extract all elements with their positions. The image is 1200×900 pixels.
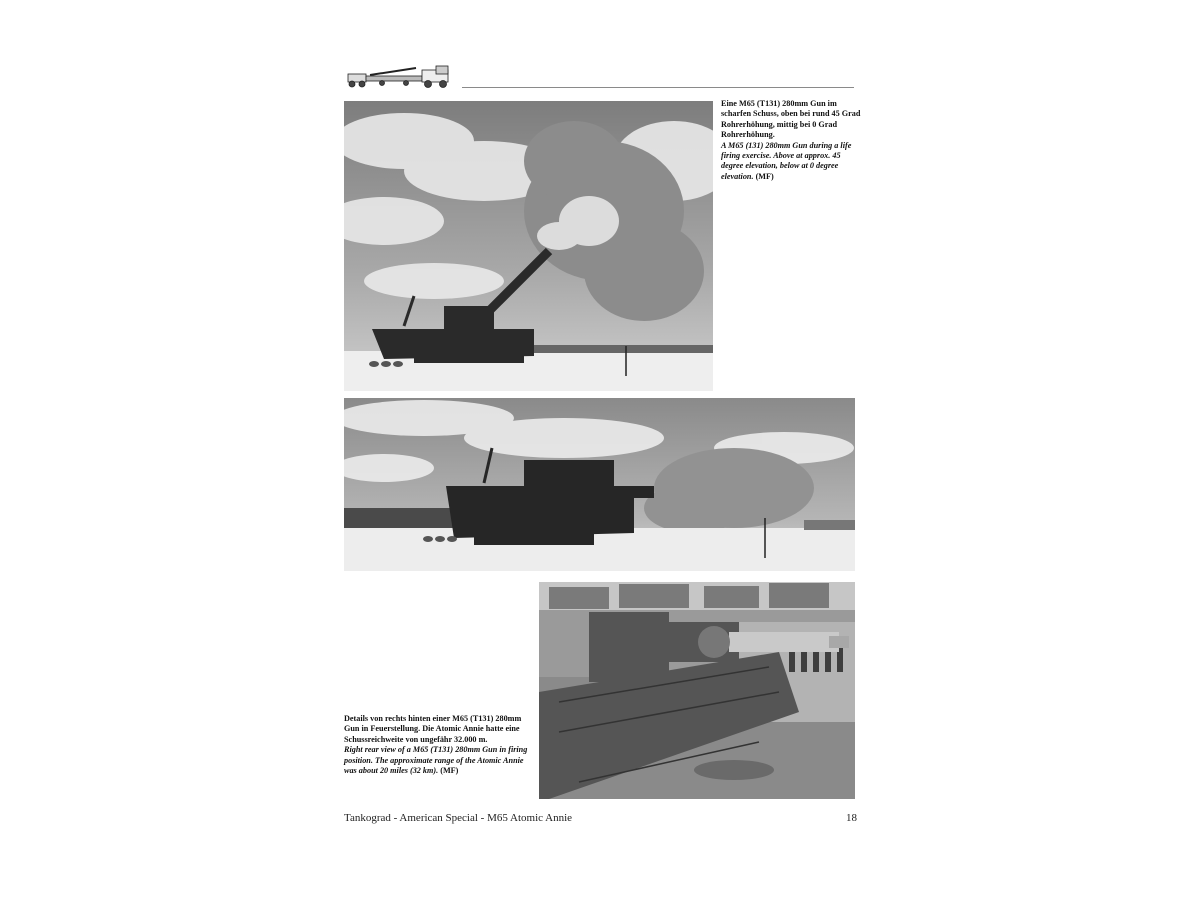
running-footer-title: Tankograd - American Special - M65 Atomic Annie bbox=[344, 812, 573, 824]
page-number: 18 bbox=[846, 812, 857, 824]
caption-english-text: Right rear view of a M65 (T131) 280mm Gun in firing position. The approximate range of the Atomic Annie was about 20 miles (32 km). bbox=[344, 745, 528, 776]
gun-firing-0-degree-photo bbox=[344, 398, 855, 571]
bottom-photo-caption bbox=[344, 714, 532, 776]
gun-rear-view-photo bbox=[539, 582, 855, 799]
tank-tractor-convoy-icon bbox=[346, 62, 454, 90]
photo-credit: (MF) bbox=[755, 171, 774, 181]
gun-firing-45-degree-photo bbox=[344, 101, 713, 391]
top-photo-caption bbox=[721, 99, 861, 182]
caption-german-text: Eine M65 (T131) 280mm Gun im scharfen Schuss, oben bei rund 45 Grad Rohrerhöhung, mittig bei 0 Grad Rohrerhöhung. bbox=[721, 99, 861, 140]
caption-english-text: A M65 (131) 280mm Gun during a life firing exercise. Above at approx. 45 degree elevation, below at 0 degree elevation. bbox=[721, 140, 852, 181]
caption-german-text: Details von rechts hinten einer M65 (T131) 280mm Gun in Feuerstellung. Die Atomic Annie hatte eine Schussreichweite von ungefähr 32.000 m. bbox=[344, 714, 522, 744]
header-rule bbox=[462, 87, 854, 88]
photo-credit: (MF) bbox=[440, 766, 459, 776]
